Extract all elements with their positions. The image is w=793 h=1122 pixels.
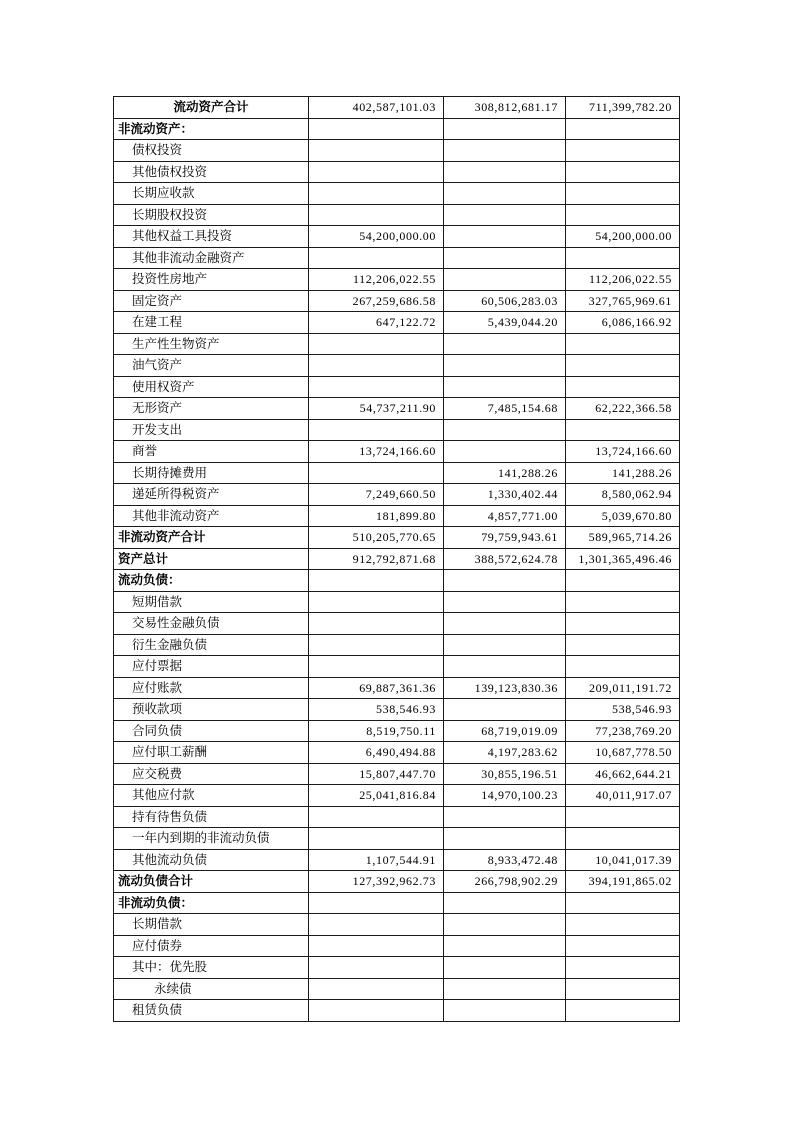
row-value-2: 4,857,771.00 xyxy=(444,505,566,527)
row-value-3: 8,580,062.94 xyxy=(566,484,680,506)
row-value-1: 647,122.72 xyxy=(309,312,444,334)
table-row xyxy=(114,419,680,441)
row-value-3 xyxy=(566,140,680,162)
row-label: 交易性金融负债 xyxy=(114,613,309,635)
table-row xyxy=(114,677,680,699)
row-value-1 xyxy=(309,118,444,140)
row-label: 资产总计 xyxy=(114,548,309,570)
row-value-2 xyxy=(444,269,566,291)
row-value-3 xyxy=(566,183,680,205)
row-value-3 xyxy=(566,806,680,828)
row-value-2 xyxy=(444,914,566,936)
row-value-2 xyxy=(444,204,566,226)
row-value-2 xyxy=(444,118,566,140)
row-value-1 xyxy=(309,957,444,979)
row-value-1 xyxy=(309,634,444,656)
row-label: 应付票据 xyxy=(114,656,309,678)
row-value-1: 912,792,871.68 xyxy=(309,548,444,570)
row-value-2: 8,933,472.48 xyxy=(444,849,566,871)
table-row xyxy=(114,1000,680,1022)
row-value-1 xyxy=(309,892,444,914)
row-value-1: 112,206,022.55 xyxy=(309,269,444,291)
row-value-3 xyxy=(566,1000,680,1022)
row-value-3 xyxy=(566,892,680,914)
table-row xyxy=(114,505,680,527)
table-row xyxy=(114,97,680,119)
row-label: 应交税费 xyxy=(114,763,309,785)
row-value-1 xyxy=(309,204,444,226)
row-value-1: 538,546.93 xyxy=(309,699,444,721)
row-value-3 xyxy=(566,118,680,140)
table-row xyxy=(114,806,680,828)
row-label: 其他应付款 xyxy=(114,785,309,807)
table-row xyxy=(114,462,680,484)
row-value-3 xyxy=(566,204,680,226)
row-value-2 xyxy=(444,570,566,592)
row-value-1: 25,041,816.84 xyxy=(309,785,444,807)
row-label: 固定资产 xyxy=(114,290,309,312)
row-value-1: 6,490,494.88 xyxy=(309,742,444,764)
table-row xyxy=(114,204,680,226)
table-row xyxy=(114,871,680,893)
row-value-2 xyxy=(444,806,566,828)
row-value-2 xyxy=(444,333,566,355)
row-value-2: 1,330,402.44 xyxy=(444,484,566,506)
row-label: 合同负债 xyxy=(114,720,309,742)
row-value-2 xyxy=(444,656,566,678)
table-row xyxy=(114,247,680,269)
row-value-3: 77,238,769.20 xyxy=(566,720,680,742)
row-value-1: 8,519,750.11 xyxy=(309,720,444,742)
row-value-1: 510,205,770.65 xyxy=(309,527,444,549)
row-value-2 xyxy=(444,355,566,377)
row-value-1 xyxy=(309,419,444,441)
row-value-2: 308,812,681.17 xyxy=(444,97,566,119)
row-label: 永续债 xyxy=(114,978,309,1000)
row-value-3 xyxy=(566,656,680,678)
row-value-1 xyxy=(309,333,444,355)
row-value-3: 13,724,166.60 xyxy=(566,441,680,463)
row-value-3 xyxy=(566,161,680,183)
row-value-2 xyxy=(444,161,566,183)
row-label: 流动资产合计 xyxy=(114,97,309,119)
table-row xyxy=(114,118,680,140)
row-value-3: 141,288.26 xyxy=(566,462,680,484)
row-value-3: 1,301,365,496.46 xyxy=(566,548,680,570)
table-row xyxy=(114,527,680,549)
table-row xyxy=(114,548,680,570)
table-row xyxy=(114,613,680,635)
table-row xyxy=(114,484,680,506)
row-label: 在建工程 xyxy=(114,312,309,334)
row-value-2: 14,970,100.23 xyxy=(444,785,566,807)
table-row xyxy=(114,699,680,721)
table-row xyxy=(114,935,680,957)
row-value-3 xyxy=(566,978,680,1000)
row-value-1: 7,249,660.50 xyxy=(309,484,444,506)
table-row xyxy=(114,978,680,1000)
row-value-2 xyxy=(444,591,566,613)
table-row xyxy=(114,226,680,248)
table-row xyxy=(114,161,680,183)
row-label: 应付债券 xyxy=(114,935,309,957)
row-value-3 xyxy=(566,591,680,613)
balance-sheet-body xyxy=(114,97,680,1022)
row-value-2 xyxy=(444,978,566,1000)
row-value-3: 62,222,366.58 xyxy=(566,398,680,420)
row-value-3: 46,662,644.21 xyxy=(566,763,680,785)
row-value-2: 4,197,283.62 xyxy=(444,742,566,764)
row-value-2: 30,855,196.51 xyxy=(444,763,566,785)
row-value-2: 60,506,283.03 xyxy=(444,290,566,312)
row-value-2: 388,572,624.78 xyxy=(444,548,566,570)
row-value-3: 5,039,670.80 xyxy=(566,505,680,527)
table-row xyxy=(114,763,680,785)
table-row xyxy=(114,742,680,764)
row-value-3 xyxy=(566,376,680,398)
table-row xyxy=(114,355,680,377)
row-value-1 xyxy=(309,806,444,828)
row-value-1: 267,259,686.58 xyxy=(309,290,444,312)
row-value-2 xyxy=(444,634,566,656)
row-label: 持有待售负债 xyxy=(114,806,309,828)
row-value-2: 68,719,019.09 xyxy=(444,720,566,742)
row-value-3: 10,041,017.39 xyxy=(566,849,680,871)
row-value-2: 139,123,830.36 xyxy=(444,677,566,699)
row-label: 长期待摊费用 xyxy=(114,462,309,484)
row-value-2 xyxy=(444,140,566,162)
row-value-3: 10,687,778.50 xyxy=(566,742,680,764)
row-value-3 xyxy=(566,570,680,592)
row-value-2 xyxy=(444,376,566,398)
row-value-3: 112,206,022.55 xyxy=(566,269,680,291)
row-value-1 xyxy=(309,914,444,936)
row-value-1: 69,887,361.36 xyxy=(309,677,444,699)
row-value-3 xyxy=(566,914,680,936)
row-value-2 xyxy=(444,892,566,914)
row-value-1: 181,899.80 xyxy=(309,505,444,527)
row-value-3 xyxy=(566,247,680,269)
row-value-2: 141,288.26 xyxy=(444,462,566,484)
row-label: 长期应收款 xyxy=(114,183,309,205)
row-value-2 xyxy=(444,1000,566,1022)
row-label: 非流动资产合计 xyxy=(114,527,309,549)
row-label: 应付职工薪酬 xyxy=(114,742,309,764)
row-value-2 xyxy=(444,828,566,850)
row-label: 其他非流动资产 xyxy=(114,505,309,527)
row-value-1 xyxy=(309,1000,444,1022)
row-value-2: 7,485,154.68 xyxy=(444,398,566,420)
row-value-2 xyxy=(444,613,566,635)
table-row xyxy=(114,333,680,355)
row-value-2: 5,439,044.20 xyxy=(444,312,566,334)
row-value-3: 589,965,714.26 xyxy=(566,527,680,549)
row-label: 开发支出 xyxy=(114,419,309,441)
row-value-3: 711,399,782.20 xyxy=(566,97,680,119)
row-value-2 xyxy=(444,441,566,463)
row-value-1: 15,807,447.70 xyxy=(309,763,444,785)
row-value-2 xyxy=(444,957,566,979)
row-value-3 xyxy=(566,828,680,850)
row-value-3 xyxy=(566,333,680,355)
table-row xyxy=(114,785,680,807)
row-value-1 xyxy=(309,247,444,269)
row-value-1: 1,107,544.91 xyxy=(309,849,444,871)
row-value-3 xyxy=(566,634,680,656)
table-row xyxy=(114,591,680,613)
row-label: 流动负债： xyxy=(114,570,309,592)
row-value-1 xyxy=(309,828,444,850)
row-label: 债权投资 xyxy=(114,140,309,162)
row-value-3: 394,191,865.02 xyxy=(566,871,680,893)
row-value-3: 6,086,166.92 xyxy=(566,312,680,334)
row-value-3 xyxy=(566,613,680,635)
row-value-2 xyxy=(444,247,566,269)
row-value-2: 266,798,902.29 xyxy=(444,871,566,893)
row-label: 非流动资产： xyxy=(114,118,309,140)
row-value-1: 54,200,000.00 xyxy=(309,226,444,248)
row-label: 其他非流动金融资产 xyxy=(114,247,309,269)
row-value-2: 79,759,943.61 xyxy=(444,527,566,549)
table-row xyxy=(114,720,680,742)
row-label: 衍生金融负债 xyxy=(114,634,309,656)
row-value-3 xyxy=(566,935,680,957)
row-value-1 xyxy=(309,140,444,162)
table-row xyxy=(114,957,680,979)
table-row xyxy=(114,312,680,334)
table-row xyxy=(114,914,680,936)
row-value-1: 13,724,166.60 xyxy=(309,441,444,463)
row-value-1 xyxy=(309,570,444,592)
row-value-2 xyxy=(444,226,566,248)
row-value-3 xyxy=(566,957,680,979)
row-label: 其中：优先股 xyxy=(114,957,309,979)
row-value-1 xyxy=(309,613,444,635)
row-value-3 xyxy=(566,419,680,441)
table-row xyxy=(114,398,680,420)
row-value-2 xyxy=(444,419,566,441)
row-value-3: 40,011,917.07 xyxy=(566,785,680,807)
row-value-1 xyxy=(309,978,444,1000)
row-value-1 xyxy=(309,462,444,484)
table-row xyxy=(114,441,680,463)
row-value-3: 54,200,000.00 xyxy=(566,226,680,248)
row-label: 油气资产 xyxy=(114,355,309,377)
row-label: 投资性房地产 xyxy=(114,269,309,291)
table-row xyxy=(114,290,680,312)
row-value-3: 209,011,191.72 xyxy=(566,677,680,699)
table-row xyxy=(114,570,680,592)
row-label: 非流动负债： xyxy=(114,892,309,914)
table-row xyxy=(114,656,680,678)
row-value-1 xyxy=(309,935,444,957)
row-value-1 xyxy=(309,355,444,377)
table-row xyxy=(114,892,680,914)
row-value-1: 402,587,101.03 xyxy=(309,97,444,119)
row-label: 短期借款 xyxy=(114,591,309,613)
row-value-1: 127,392,962.73 xyxy=(309,871,444,893)
row-value-1: 54,737,211.90 xyxy=(309,398,444,420)
table-row xyxy=(114,269,680,291)
row-value-3 xyxy=(566,355,680,377)
row-label: 长期股权投资 xyxy=(114,204,309,226)
row-label: 无形资产 xyxy=(114,398,309,420)
row-label: 其他权益工具投资 xyxy=(114,226,309,248)
row-label: 商誉 xyxy=(114,441,309,463)
table-row xyxy=(114,634,680,656)
table-row xyxy=(114,183,680,205)
table-row xyxy=(114,849,680,871)
row-label: 递延所得税资产 xyxy=(114,484,309,506)
row-value-1 xyxy=(309,591,444,613)
row-value-1 xyxy=(309,161,444,183)
row-label: 生产性生物资产 xyxy=(114,333,309,355)
row-value-2 xyxy=(444,183,566,205)
table-row xyxy=(114,376,680,398)
table-row xyxy=(114,140,680,162)
row-value-1 xyxy=(309,183,444,205)
row-value-1 xyxy=(309,656,444,678)
row-label: 预收款项 xyxy=(114,699,309,721)
row-value-3: 538,546.93 xyxy=(566,699,680,721)
row-label: 长期借款 xyxy=(114,914,309,936)
row-label: 一年内到期的非流动负债 xyxy=(114,828,309,850)
row-value-3: 327,765,969.61 xyxy=(566,290,680,312)
row-label: 使用权资产 xyxy=(114,376,309,398)
row-label: 其他流动负债 xyxy=(114,849,309,871)
table-row xyxy=(114,828,680,850)
balance-sheet-table xyxy=(113,96,680,1022)
row-label: 租赁负债 xyxy=(114,1000,309,1022)
row-value-2 xyxy=(444,699,566,721)
row-label: 应付账款 xyxy=(114,677,309,699)
row-label: 其他债权投资 xyxy=(114,161,309,183)
row-value-2 xyxy=(444,935,566,957)
row-label: 流动负债合计 xyxy=(114,871,309,893)
row-value-1 xyxy=(309,376,444,398)
